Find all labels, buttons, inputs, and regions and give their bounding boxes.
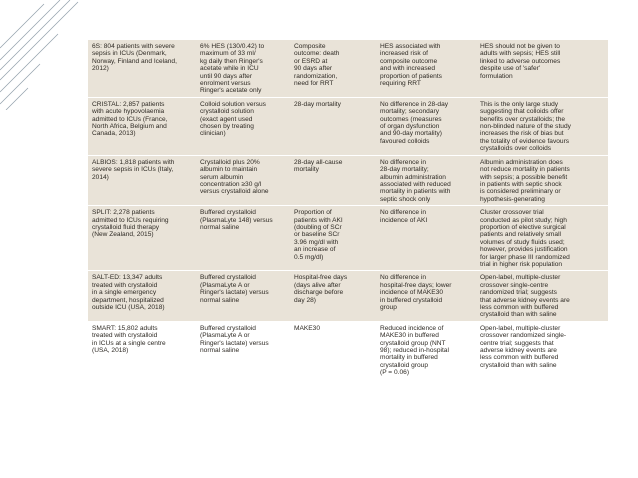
table-row — [88, 206, 608, 271]
cell-primary-outcome: 28-day all-cause mortality — [290, 155, 376, 205]
cell-trial: SMART: 15,802 adults treated with crystalloid in ICUs at a single centre (USA, 2018) — [88, 321, 196, 379]
cell-comments: Albumin administration does not reduce mortality in patients with sepsis; a possible benefit in patients with septic shock is considered preliminary or hypothesis-generating — [476, 155, 608, 205]
cell-comments: HES should not be given to adults with sepsis; HES still linked to adverse outcomes despite use of 'safer' formulation — [476, 40, 608, 97]
cell-trial: 6S: 804 patients with severe sepsis in ICUs (Denmark, Norway, Finland and Iceland, 2012) — [88, 40, 196, 97]
cell-results: HES associated with increased risk of composite outcome and with increased proportion of patients requiring RRT — [376, 40, 476, 97]
cell-comments: This is the only large study suggesting that colloids offer benefits over crystalloids; the non-blinded nature of the study increases the risk of bias but the totality of evidence favours crystalloids over colloids — [476, 97, 608, 155]
table-row — [88, 155, 608, 205]
cell-trial: ALBIOS: 1,818 patients with severe sepsis in ICUs (Italy, 2014) — [88, 155, 196, 205]
cell-primary-outcome: Proportion of patients with AKI (doubling of SCr or baseline SCr 3.96 mg/dl with an increase of 0.5 mg/dl) — [290, 206, 376, 271]
cell-intervention: Colloid solution versus crystalloid solution (exact agent used chosen by treating clinician) — [196, 97, 290, 155]
cell-results: No difference in hospital-free days; lower incidence of MAKE30 in buffered crystalloid group — [376, 271, 476, 321]
table-row — [88, 40, 608, 97]
cell-trial: SALT-ED: 13,347 adults treated with crystalloid in a single emergency department, hospitalized outside ICU (USA, 2018) — [88, 271, 196, 321]
cell-intervention: Crystalloid plus 20% albumin to maintain serum albumin concentration ≥30 g/l versus crystalloid alone — [196, 155, 290, 205]
cell-comments: Open-label, multiple-cluster crossover randomized single- centre trial; suggests that adverse kidney events are less common with buffered crystalloid than with saline — [476, 321, 608, 379]
cell-results: Reduced incidence of MAKE30 in buffered crystalloid group (NNT 98); reduced in-hospital mortality in buffered crystalloid group (P = 0.06) — [376, 321, 476, 379]
cell-intervention: 6% HES (130/0.42) to maximum of 33 ml/ kg daily then Ringer's acetate while in ICU until 90 days after enrolment versus Ringer's acetate only — [196, 40, 290, 97]
table-row — [88, 271, 608, 321]
cell-primary-outcome: Composite outcome: death or ESRD at 90 days after randomization, need for RRT — [290, 40, 376, 97]
cell-comments: Open-label, multiple-cluster crossover single-centre randomized trial; suggests that adverse kidney events are less common with buffered crystalloid than with saline — [476, 271, 608, 321]
table-row — [88, 97, 608, 155]
cell-results: No difference in 28-day mortality; albumin administration associated with reduced mortality in patients with septic shock only — [376, 155, 476, 205]
cell-intervention: Buffered crystalloid (PlasmaLyte A or Ringer's lactate) versus normal saline — [196, 271, 290, 321]
cell-trial: CRISTAL: 2,857 patients with acute hypovolaemia admitted to ICUs (France, North Africa, Belgium and Canada, 2013) — [88, 97, 196, 155]
fluid-trials-table — [88, 40, 608, 380]
table-row — [88, 321, 608, 379]
cell-primary-outcome: MAKE30 — [290, 321, 376, 379]
cell-results: No difference in 28-day mortality; secondary outcomes (measures of organ dysfunction and 90-day mortality) favoured colloids — [376, 97, 476, 155]
cell-primary-outcome: Hospital-free days (days alive after discharge before day 28) — [290, 271, 376, 321]
cell-intervention: Buffered crystalloid (PlasmaLyte 148) versus normal saline — [196, 206, 290, 271]
decorative-corner-lines — [0, 0, 80, 110]
cell-primary-outcome: 28-day mortality — [290, 97, 376, 155]
cell-results: No difference in incidence of AKI — [376, 206, 476, 271]
cell-intervention: Buffered crystalloid (PlasmaLyte A or Ringer's lactate) versus normal saline — [196, 321, 290, 379]
cell-trial: SPLIT: 2,278 patients admitted to ICUs requiring crystalloid fluid therapy (New Zealand, 2015) — [88, 206, 196, 271]
cell-comments: Cluster crossover trial conducted as pilot study; high proportion of elective surgical patients and relatively small volumes of study fluids used; however, provides justification for larger phase III randomized trial in higher risk population — [476, 206, 608, 271]
